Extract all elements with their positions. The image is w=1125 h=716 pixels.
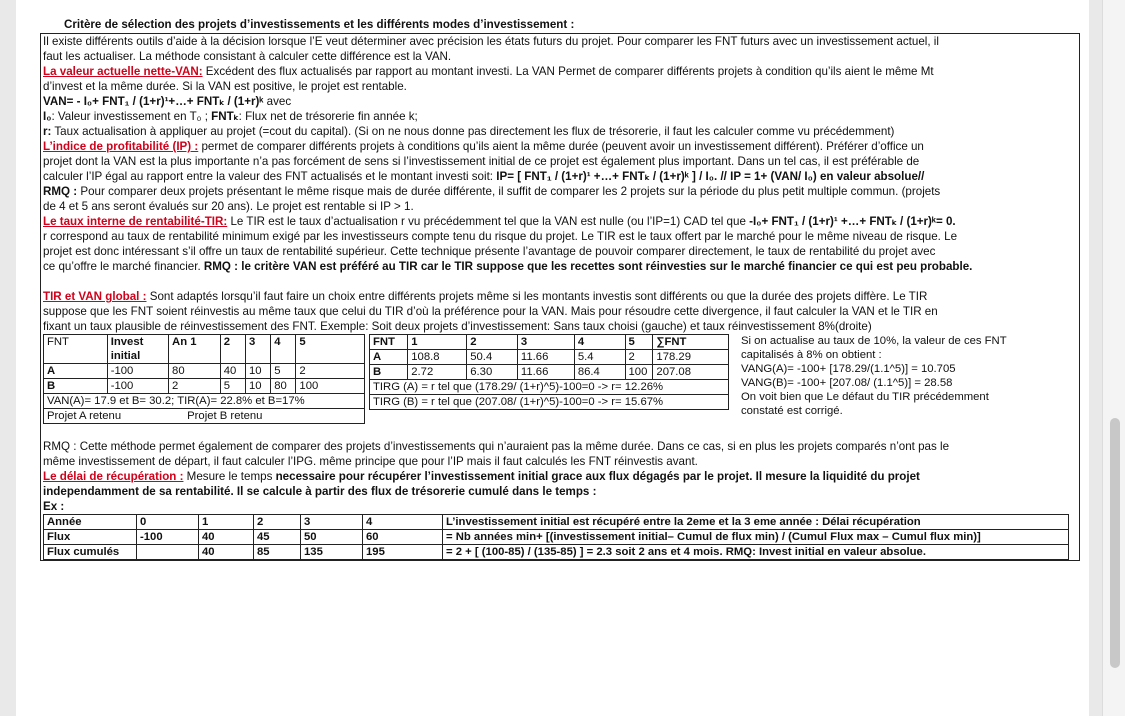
table-cell: 10	[245, 379, 270, 394]
van-definition	[43, 109, 1077, 124]
table-header: 3	[245, 335, 270, 364]
table-cell: 2	[625, 350, 653, 365]
table-row	[44, 545, 1069, 560]
payback-note: L’investissement initial est récupéré entre la 2eme et la 3 eme année : Délai récupération	[443, 515, 1069, 530]
intro-line: faut les actualiser. La méthode consistant à calculer cette différence est la VAN.	[43, 50, 452, 63]
table-cell: 45	[254, 530, 301, 545]
side-note-line: constaté est corrigé.	[741, 405, 843, 417]
table-header: 5	[296, 335, 365, 364]
table-footnote-a: Projet A retenu	[47, 410, 122, 422]
ip-text: permet de comparer différents projets à conditions qu’ils aient la même durée (peuvent avoir un investissement différent). Préférer d’office un	[198, 140, 924, 153]
global-paragraph	[43, 289, 1077, 304]
table-row	[370, 350, 729, 365]
tir-line: r correspond au taux de rentabilité minimum exigé par les investisseurs compte tenu du risque du projet. Le TIR est le taux offert par le marché pour le même niveau de risque. Le	[43, 230, 958, 243]
table-header: ∑FNT	[653, 335, 729, 350]
table-cell: 178.29	[653, 350, 729, 365]
table-header: 2	[467, 335, 518, 350]
table-cell: 135	[301, 545, 363, 560]
table-header: 1	[199, 515, 254, 530]
content-box	[40, 33, 1080, 561]
table-cell: 5.4	[574, 350, 625, 365]
table-cell: 11.66	[517, 365, 574, 380]
table-cell: Flux	[44, 530, 137, 545]
table-cell: 10	[245, 364, 270, 379]
table-header-row	[44, 335, 365, 364]
table-cell: A	[44, 364, 108, 379]
table-row	[44, 379, 365, 394]
tir-line: projet est donc intéressant s’il offre un taux de rentabilité supérieur. Cette technique présente l’avantage de pouvoir comparer directement, le taux de rentabilité du projet avec	[43, 245, 936, 258]
table-header: FNT	[44, 335, 108, 364]
example-tables	[43, 334, 1077, 424]
table-header: 4	[574, 335, 625, 350]
table-cell: 6.30	[467, 365, 518, 380]
table-cell: 40	[220, 364, 245, 379]
van-heading: La valeur actuelle nette-VAN:	[43, 65, 203, 78]
ip-paragraph	[43, 139, 1077, 154]
table-row	[370, 395, 729, 410]
van-def-text: Taux actualisation à appliquer au projet (=cout du capital). (Si on ne nous donne pas directement les flux de trésorerie, il faut les calculer comme vu précédemment)	[51, 125, 895, 138]
intro-line: Il existe différents outils d’aide à la décision lorsque l’E veut déterminer avec précision les états futurs du projet. Pour comparer les FNT futurs avec un investissement actuel, il	[43, 35, 939, 48]
rmq-line: RMQ : Cette méthode permet également de comparer des projets d’investissements qui n’auraient pas la même durée. Dans ce cas, si en plus les projets comparés n’ont pas le	[43, 440, 950, 453]
ip-rmq	[43, 184, 1077, 199]
tir-text: Le TIR est le taux d’actualisation r vu précédemment tel que la VAN est nulle (ou l’IP=1) CAD tel que	[227, 215, 750, 228]
global-text: Sont adaptés lorsqu’il faut faire un choix entre différents projets même si les montants investis sont différents ou que la durée des projets diffère. Le TIR	[146, 290, 928, 303]
table-footnote-b: Projet B retenu	[187, 410, 263, 422]
table-cell: 2	[296, 364, 365, 379]
table-cell: 80	[169, 364, 221, 379]
van-formula-line	[43, 94, 1077, 109]
van-text: Excédent des flux actualisés par rapport au montant investi. La VAN Permet de comparer différents projets à condition qu’ils aient le même Mt	[202, 65, 934, 78]
table-cell: 195	[363, 545, 443, 560]
table-cell: B	[44, 379, 108, 394]
table-cell: A	[370, 350, 408, 365]
side-note	[741, 334, 1071, 418]
table-footnote: TIRG (B) = r tel que (207.08/ (1+r)^5)-100=0 -> r= 15.67%	[370, 395, 729, 410]
van-line: d’invest et la même durée. Si la VAN est positive, le projet est rentable.	[43, 80, 407, 93]
table-cell: 40	[199, 545, 254, 560]
side-note-line: Si on actualise au taux de 10%, la valeur de ces FNT	[741, 335, 1007, 347]
van-definition	[43, 124, 1077, 139]
table-cell: 100	[625, 365, 653, 380]
table-payback	[43, 514, 1069, 560]
tir-text: ce qu’offre le marché financier.	[43, 260, 204, 273]
table-header: 2	[220, 335, 245, 364]
table-header: Année	[44, 515, 137, 530]
van-def-text: : Valeur investissement en T₀ ;	[51, 110, 212, 123]
table-cell: -100	[107, 379, 168, 394]
delai-line: independamment de sa rentabilité. Il se calcule à partir des flux de trésorerie cumulé dans le temps :	[43, 485, 597, 498]
document-body	[40, 17, 1080, 561]
table-cell: 2	[169, 379, 221, 394]
table-cell: Flux cumulés	[44, 545, 137, 560]
side-note-line: VANG(A)= -100+ [178.29/(1.1^5)] = 10.705	[741, 363, 956, 375]
table-row	[44, 364, 365, 379]
table-cell: 86.4	[574, 365, 625, 380]
van-def-term: I₀	[43, 110, 52, 123]
tir-formula: -I₀+ FNT₁ / (1+r)¹ +…+ FNTₖ / (1+r)ᵏ= 0.	[749, 215, 956, 228]
table-header: 1	[408, 335, 467, 350]
delai-example-label: Ex :	[43, 500, 65, 513]
table-cell: 207.08	[653, 365, 729, 380]
page-title: Critère de sélection des projets d’investissements et les différents modes d’investissement :	[64, 18, 575, 31]
table-header-row	[44, 515, 1069, 530]
table-row	[44, 409, 365, 424]
table-row	[44, 530, 1069, 545]
payback-note: = Nb années min+ [(investissement initial– Cumul de flux min) / (Cumul Flux max – Cumul flux min)]	[443, 530, 1069, 545]
ip-text: calculer l’IP égal au rapport entre la valeur des FNT actualisés et le montant investi soit:	[43, 170, 497, 183]
tir-line	[43, 259, 1077, 274]
table-cell	[137, 545, 199, 560]
table-cell: -100	[107, 364, 168, 379]
delai-text: Mesure le temps	[183, 470, 276, 483]
table-simple	[43, 334, 365, 424]
table-cell: 40	[199, 530, 254, 545]
table-header: 2	[254, 515, 301, 530]
table-cell: 100	[296, 379, 365, 394]
van-formula: VAN= - I₀+ FNT₁ / (1+r)¹+…+ FNTₖ / (1+r)ᵏ	[43, 95, 264, 108]
van-def-term: r:	[43, 125, 52, 138]
global-line: fixant un taux plausible de réinvestissement des FNT. Exemple: Soit deux projets d’investissement: Sans taux choisi (gauche) et taux réinvestissement 8%(droite)	[43, 320, 872, 333]
ip-rmq-text: Pour comparer deux projets présentant le même risque mais de durée différente, il suffit de comparer les 2 projets sur la période du plus petit multiple commun. (projets	[77, 185, 941, 198]
table-reinvested	[369, 334, 729, 410]
table-header: 4	[271, 335, 296, 364]
table-header-row	[370, 335, 729, 350]
table-cell: 50.4	[467, 350, 518, 365]
table-cell: 2.72	[408, 365, 467, 380]
ip-formula: IP= [ FNT₁ / (1+r)¹ +…+ FNTₖ / (1+r)ᵏ ] / I₀.	[496, 170, 718, 183]
ip-line	[43, 169, 1077, 184]
table-cell: 11.66	[517, 350, 574, 365]
van-formula-suffix: avec	[263, 95, 292, 108]
table-header: 4	[363, 515, 443, 530]
tir-paragraph	[43, 214, 1077, 229]
van-def-term: FNTₖ	[211, 110, 239, 123]
table-header: 0	[137, 515, 199, 530]
table-row	[370, 380, 729, 395]
ip-heading: L’indice de profitabilité (IP) :	[43, 140, 199, 153]
table-header: FNT	[370, 335, 408, 350]
delai-text-bold: necessaire pour récupérer l’investissement initial grace aux flux dégagés par le projet. Il mesure la liquidité du projet	[275, 470, 920, 483]
payback-note: = 2 + [ (100-85) / (135-85) ] = 2.3 soit 2 ans et 4 mois. RMQ: Invest initial en valeur absolue.	[443, 545, 1069, 560]
van-paragraph	[43, 64, 1077, 79]
scrollbar-thumb[interactable]	[1110, 418, 1120, 668]
tir-heading: Le taux interne de rentabilité-TIR:	[43, 215, 228, 228]
global-heading: TIR et VAN global :	[43, 290, 147, 303]
table-footnote: TIRG (A) = r tel que (178.29/ (1+r)^5)-100=0 -> r= 12.26%	[370, 380, 729, 395]
table-cell: 5	[271, 364, 296, 379]
table-cell: 50	[301, 530, 363, 545]
table-header: An 1	[169, 335, 221, 364]
table-header: 5	[625, 335, 653, 350]
ip-line: projet dont la VAN est la plus importante n’a pas forcément de sens si l’investissement initial de ce projet est également plus important. Dans un tel cas, il est préférable de	[43, 155, 920, 168]
table-cell: 85	[254, 545, 301, 560]
side-note-line: capitalisés à 8% on obtient :	[741, 349, 882, 361]
van-def-text: : Flux net de trésorerie fin année k;	[238, 110, 418, 123]
global-line: suppose que les FNT soient réinvestis au même taux que celui du TIR d’où la préférence pour la VAN. Mais pour résoudre cette divergence, il faut calculer la VAN et le TIR en	[43, 305, 938, 318]
table-footnote	[44, 409, 365, 424]
table-cell: 108.8	[408, 350, 467, 365]
document-page	[16, 0, 1089, 716]
table-cell: 5	[220, 379, 245, 394]
side-note-line: VANG(B)= -100+ [207.08/ (1.1^5)] = 28.58	[741, 377, 953, 389]
vertical-scrollbar[interactable]	[1102, 0, 1125, 716]
tir-rmq: RMQ : le critère VAN est préféré au TIR car le TIR suppose que les recettes sont réinvesties sur le marché financier ce qui est peu probable.	[203, 260, 973, 273]
rmq-line: même investissement de départ, il faut calculer l’IPG. même principe que pour l’IP mais il faut calculés les FNT réinvestis avant.	[43, 455, 698, 468]
table-header: 3	[517, 335, 574, 350]
side-note-line: On voit bien que Le défaut du TIR précédemment	[741, 391, 989, 403]
table-row	[370, 365, 729, 380]
table-footnote: VAN(A)= 17.9 et B= 30.2; TIR(A)= 22.8% et B=17%	[44, 394, 365, 409]
table-cell: B	[370, 365, 408, 380]
table-cell: 80	[271, 379, 296, 394]
ip-formula-alt: // IP = 1+ (VAN/ I₀) en valeur absolue//	[717, 170, 925, 183]
table-cell: 60	[363, 530, 443, 545]
table-cell: -100	[137, 530, 199, 545]
delai-heading: Le délai de récupération :	[43, 470, 184, 483]
ip-line: de 4 et 5 ans seront évalués sur 20 ans). Le projet est rentable si IP > 1.	[43, 200, 414, 213]
delai-paragraph	[43, 469, 1077, 484]
ip-rmq-label: RMQ :	[43, 185, 78, 198]
table-header: 3	[301, 515, 363, 530]
table-row	[44, 394, 365, 409]
table-header: Invest initial	[107, 335, 168, 364]
